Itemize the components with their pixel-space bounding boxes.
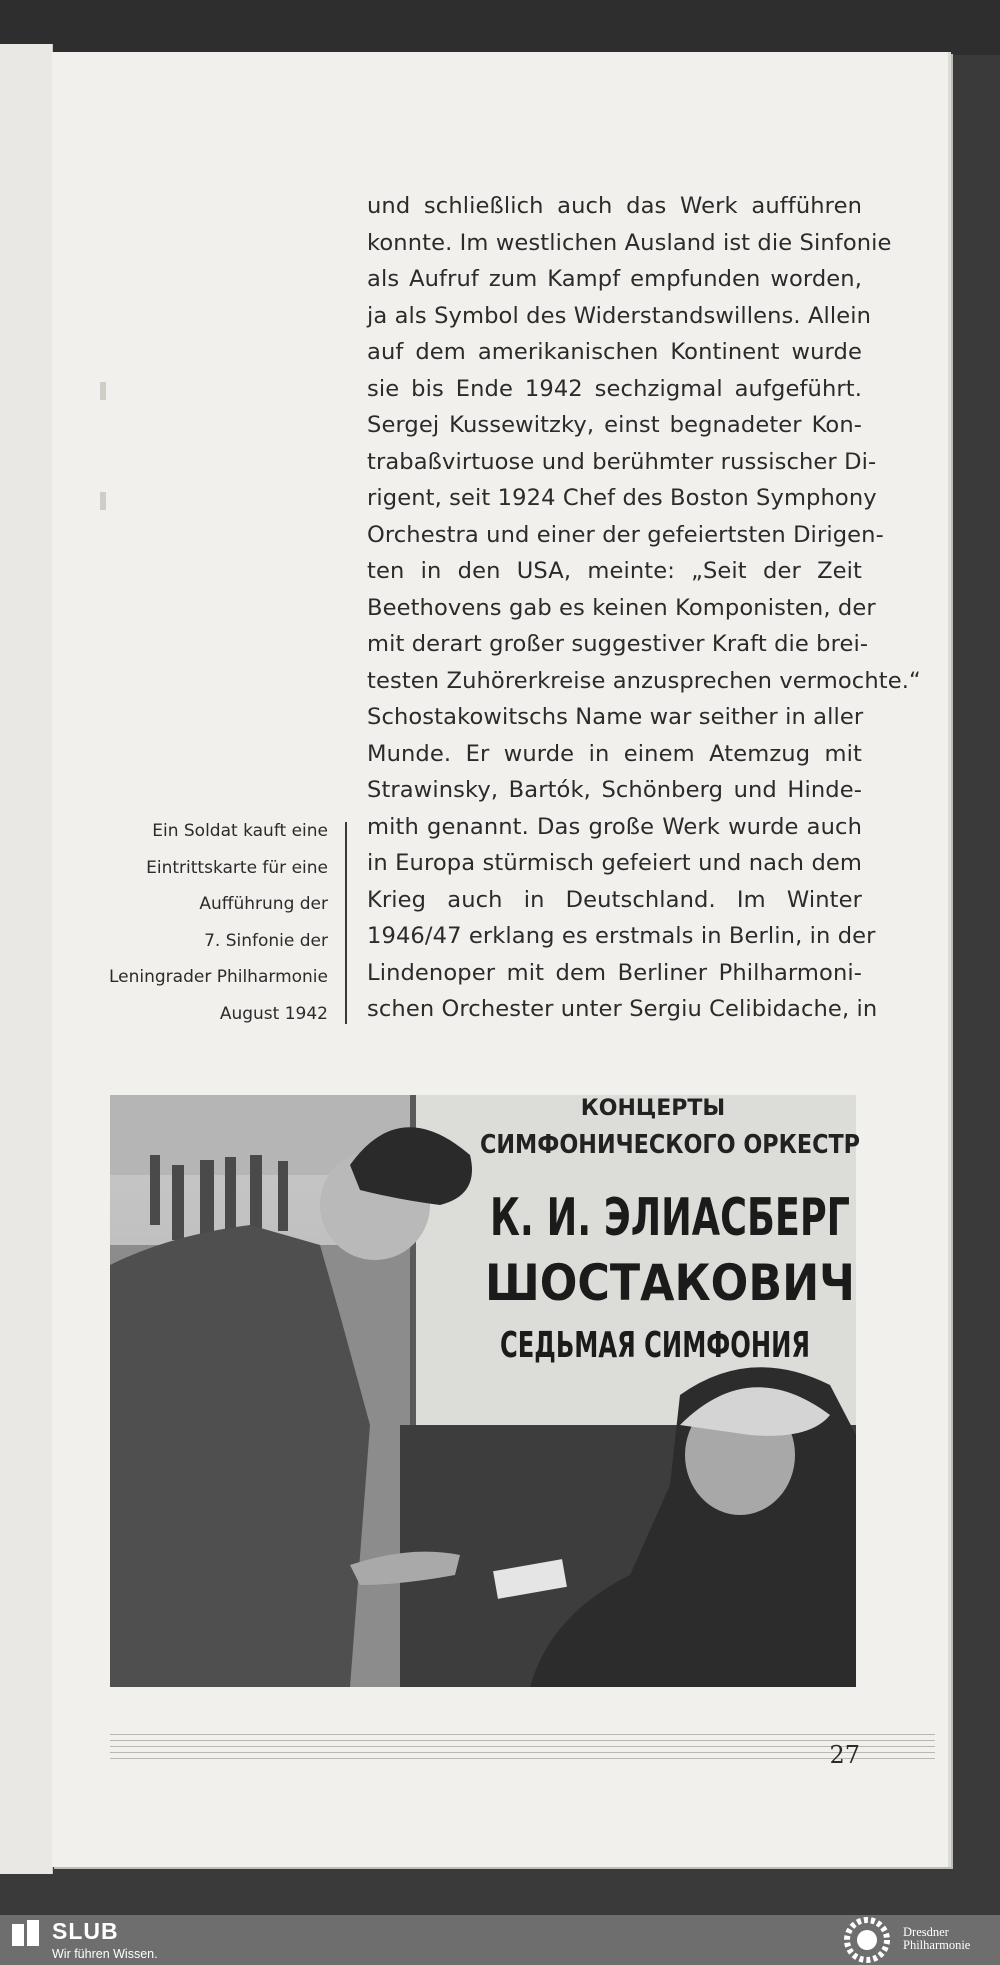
body-line: Strawinsky, Bartók, Schönberg und Hinde- bbox=[367, 777, 862, 803]
slub-logo-icon[interactable] bbox=[12, 1920, 40, 1946]
dresdner-philharmonie-logo-icon[interactable] bbox=[842, 1915, 892, 1965]
body-line: Munde. Er wurde in einem Atemzug mit bbox=[367, 740, 862, 767]
body-line: sie bis Ende 1942 sechzigmal aufgeführt. bbox=[367, 375, 862, 402]
poster-line: КОНЦЕРТЫ bbox=[580, 1096, 726, 1121]
partner-name-line: Philharmonie bbox=[903, 1938, 971, 1952]
body-line: Krieg auch in Deutschland. Im Winter bbox=[367, 886, 862, 913]
body-line: Orchestra und einer der gefeiertsten Dirigen- bbox=[367, 521, 884, 548]
caption-line: August 1942 bbox=[219, 1003, 328, 1024]
slub-tagline: Wir führen Wissen. bbox=[52, 1947, 158, 1961]
scan-background bbox=[0, 0, 1000, 55]
body-line: Schostakowitschs Name war seither in aller bbox=[367, 704, 864, 730]
body-line: Sergej Kussewitzky, einst begnadeter Kon- bbox=[367, 412, 862, 438]
body-line: mith genannt. Das große Werk wurde auch bbox=[367, 813, 862, 840]
body-line: ten in den USA, meinte: „Seit der Zeit bbox=[367, 558, 862, 584]
caption-line: Aufführung der bbox=[199, 894, 328, 914]
caption-line: Eintrittskarte für eine bbox=[146, 857, 328, 878]
caption-line: Leningrader Philharmonie bbox=[108, 967, 328, 987]
body-line: in Europa stürmisch gefeiert und nach dem bbox=[367, 850, 862, 876]
body-line: testen Zuhörerkreise anzusprechen vermochte.“ bbox=[367, 667, 921, 694]
staple-mark bbox=[100, 492, 106, 510]
soldier-body bbox=[110, 1225, 370, 1687]
body-line: auf dem amerikanischen Kontinent wurde bbox=[367, 339, 862, 365]
caption-line: 7. Sinfonie der bbox=[204, 930, 328, 951]
page-number: 27 bbox=[829, 1741, 860, 1769]
slub-name[interactable]: SLUB bbox=[52, 1918, 119, 1944]
body-line: schen Orchester unter Sergiu Celibidache, in bbox=[367, 996, 878, 1022]
rule-line bbox=[110, 1734, 935, 1735]
poster-line: СЕДЬМАЯ СИМФОНИЯ bbox=[500, 1325, 810, 1366]
historical-photo bbox=[110, 1095, 860, 1687]
photo-caption bbox=[105, 813, 328, 1032]
body-text bbox=[367, 188, 921, 1028]
body-line: und schließlich auch das Werk aufführen bbox=[367, 193, 862, 219]
body-line: mit derart großer suggestiver Kraft die brei- bbox=[367, 631, 869, 657]
facing-page-edge bbox=[0, 44, 53, 1874]
photo-illustration bbox=[110, 1095, 860, 1687]
caption-divider bbox=[345, 822, 347, 1024]
partner-name-line: Dresdner bbox=[903, 1925, 949, 1939]
body-line: rigent, seit 1924 Chef des Boston Symphony bbox=[367, 485, 877, 511]
staple-mark bbox=[100, 382, 106, 400]
body-line: konnte. Im westlichen Ausland ist die Sinfonie bbox=[367, 229, 892, 256]
caption-line: Ein Soldat kauft eine bbox=[152, 821, 328, 841]
poster-line: ШОСТАКОВИЧ bbox=[485, 1254, 855, 1312]
poster-line: СИМФОНИЧЕСКОГО ОРКЕСТР bbox=[480, 1130, 860, 1160]
body-line: 1946/47 erklang es erstmals in Berlin, in der bbox=[367, 923, 876, 949]
body-line: trabaßvirtuose und berühmter russischer Di- bbox=[367, 448, 877, 475]
body-line: Beethovens gab es keinen Komponisten, der bbox=[367, 594, 876, 621]
body-line: als Aufruf zum Kampf empfunden worden, bbox=[367, 266, 862, 292]
partner-name[interactable] bbox=[903, 1926, 970, 1952]
poster-line: К. И. ЭЛИАСБЕРГ bbox=[490, 1188, 850, 1248]
body-line: Lindenoper mit dem Berliner Philharmoni- bbox=[367, 959, 862, 986]
body-line: ja als Symbol des Widerstandswillens. Allein bbox=[367, 302, 872, 329]
